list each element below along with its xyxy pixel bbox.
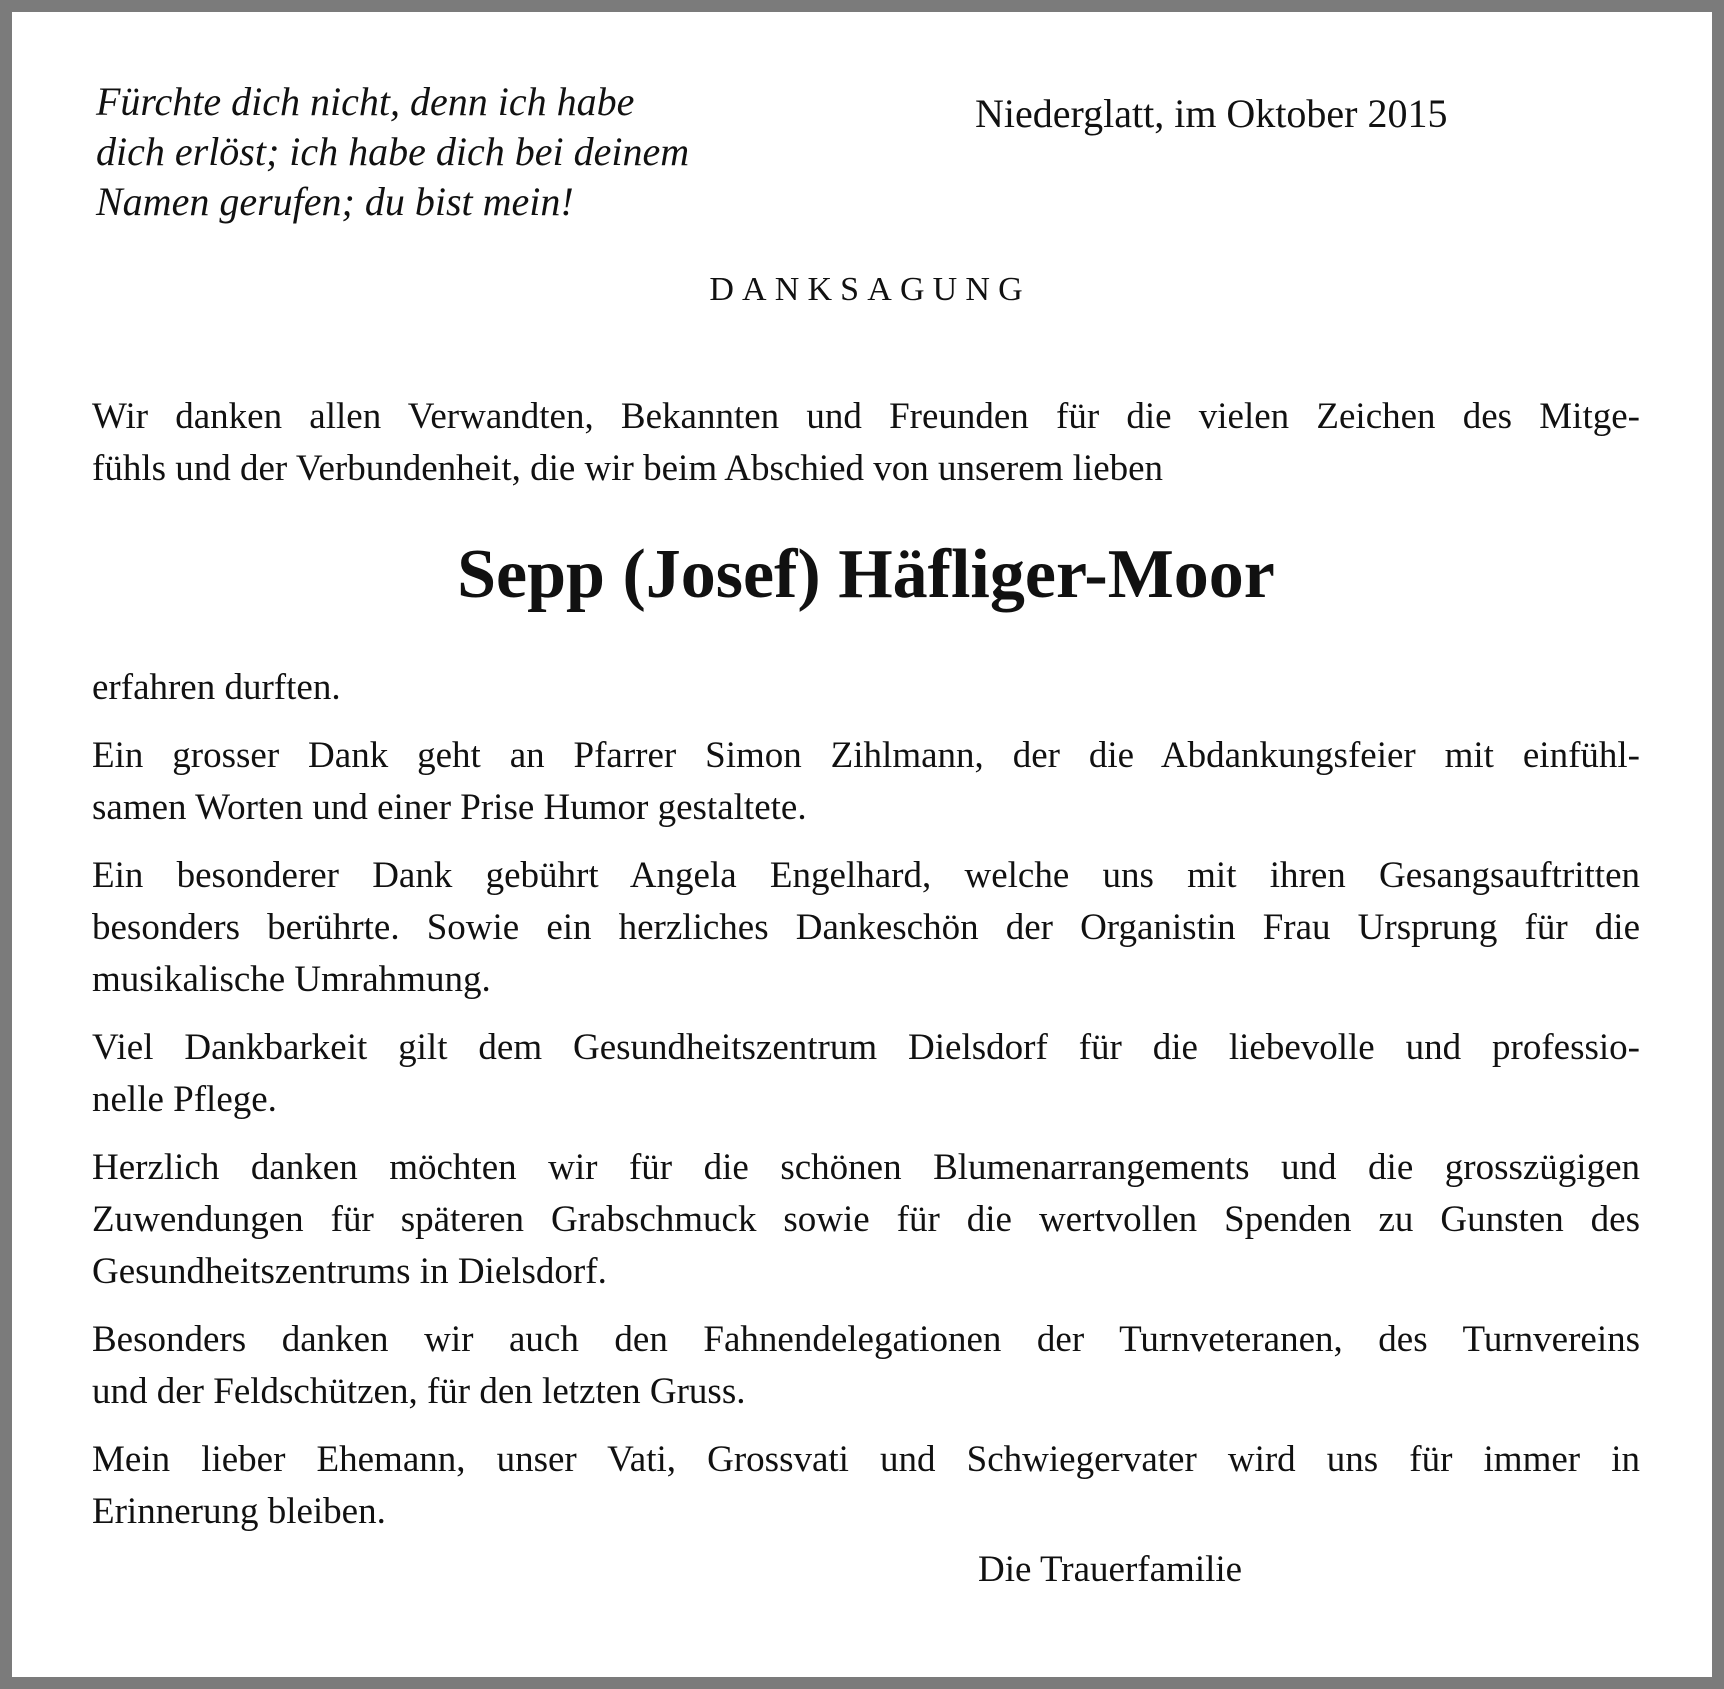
paragraph-line: Besonders danken wir auch den Fahnendelegationen der Turnveteranen, des Turnvereins: [92, 1319, 1640, 1360]
danksagung-heading: DANKSAGUNG: [709, 271, 1031, 308]
body-paragraph: [92, 662, 1640, 714]
paragraph-line: Ein besonderer Dank gebührt Angela Engelhard, welche uns mit ihren Gesangsauftritten: [92, 855, 1640, 896]
paragraph-line: Wir danken allen Verwandten, Bekannten und Freunden für die vielen Zeichen des Mitge-: [92, 396, 1640, 437]
paragraph-line: Erinnerung bleiben.: [92, 1491, 386, 1532]
body-paragraph: [92, 1434, 1640, 1538]
paragraph-line: erfahren durften.: [92, 667, 341, 708]
notice-content: [12, 12, 1712, 1677]
signature: Die Trauerfamilie: [978, 1549, 1243, 1590]
body-paragraph: [92, 1022, 1640, 1126]
body-paragraph: [92, 1314, 1640, 1418]
paragraph-line: nelle Pflege.: [92, 1079, 277, 1120]
place-dateline: Niederglatt, im Oktober 2015: [975, 91, 1448, 136]
paragraph-line: Gesundheitszentrums in Dielsdorf.: [92, 1251, 607, 1292]
deceased-name: Sepp (Josef) Häfliger-Moor: [457, 536, 1275, 613]
intro-paragraph: [92, 391, 1640, 495]
body-paragraph: [92, 1142, 1640, 1298]
paragraph-line: und der Feldschützen, für den letzten Gruss.: [92, 1371, 746, 1412]
paragraph-line: Mein lieber Ehemann, unser Vati, Grossvati und Schwiegervater wird uns für immer in: [92, 1439, 1640, 1480]
paragraph-line: samen Worten und einer Prise Humor gestaltete.: [92, 787, 807, 828]
thanks-paragraphs: [92, 662, 1640, 1538]
paragraph-line: musikalische Umrahmung.: [92, 959, 491, 1000]
paragraph-line: dich erlöst; ich habe dich bei deinem: [96, 129, 690, 174]
paragraph-line: besonders berührte. Sowie ein herzliches Dankeschön der Organistin Frau Ursprung für die: [92, 907, 1640, 948]
paragraph-line: Zuwendungen für späteren Grabschmuck sowie für die wertvollen Spenden zu Gunsten des: [92, 1199, 1640, 1240]
paragraph-line: Namen gerufen; du bist mein!: [96, 179, 574, 224]
paragraph-line: Ein grosser Dank geht an Pfarrer Simon Zihlmann, der die Abdankungsfeier mit einfühl-: [92, 735, 1640, 776]
paragraph-line: fühls und der Verbundenheit, die wir beim Abschied von unserem lieben: [92, 448, 1164, 489]
body-paragraph: [92, 730, 1640, 834]
body-paragraph: [92, 850, 1640, 1006]
paragraph-line: Herzlich danken möchten wir für die schönen Blumenarrangements und die grosszügigen: [92, 1147, 1640, 1188]
paragraph-line: Viel Dankbarkeit gilt dem Gesundheitszentrum Dielsdorf für die liebevolle und professio-: [92, 1027, 1640, 1068]
paragraph-line: Fürchte dich nicht, denn ich habe: [96, 79, 635, 124]
